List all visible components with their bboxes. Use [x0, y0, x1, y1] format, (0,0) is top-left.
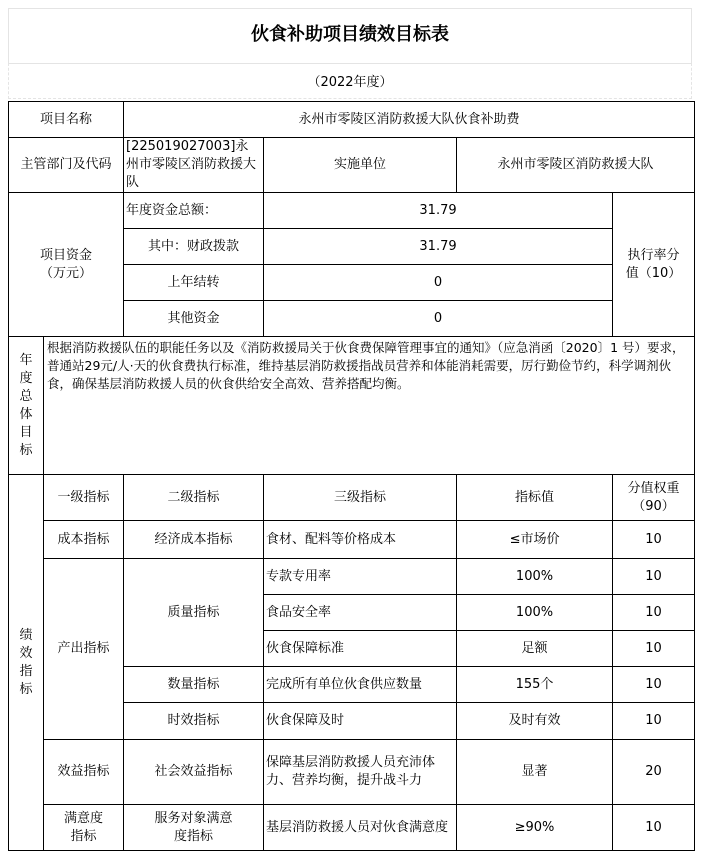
- benefit-weight: 20: [613, 740, 695, 805]
- header-value: 指标值: [457, 475, 613, 521]
- satisfaction-level1: [44, 805, 124, 851]
- project-name-value: 永州市零陵区消防救援大队伙食补助费: [124, 102, 695, 138]
- cost-level3: 食材、配料等价格成本: [264, 521, 457, 559]
- department-label: 主管部门及代码: [9, 138, 124, 193]
- header-weight-text: 分值权重（90）: [627, 480, 680, 514]
- timeliness-level3: 伙食保障及时: [264, 703, 457, 740]
- fund-fiscal-value: 31.79: [264, 229, 613, 265]
- project-funds-text: 项目资金（万元）: [39, 247, 92, 281]
- indicator-header-row: [9, 475, 695, 521]
- quality-level2: 质量指标: [124, 559, 264, 667]
- implementing-unit-label: 实施单位: [264, 138, 457, 193]
- project-funds-label: [9, 193, 124, 337]
- quantity-level3: 完成所有单位伙食供应数量: [264, 667, 457, 703]
- fund-other-value: 0: [264, 301, 613, 337]
- satisfaction-value: ≥90%: [457, 805, 613, 851]
- satisfaction-level2: [124, 805, 264, 851]
- department-row: [9, 138, 695, 193]
- quality-value: 100%: [457, 559, 613, 595]
- header-level1: 一级指标: [44, 475, 124, 521]
- implementing-unit-value: 永州市零陵区消防救援大队: [457, 138, 695, 193]
- timeliness-weight: 10: [613, 703, 695, 740]
- benefit-level3: 保障基层消防救援人员充沛体力、营养均衡，提升战斗力: [264, 740, 457, 805]
- fund-fiscal-label: 其中：财政拨款: [124, 229, 264, 265]
- benefit-value: 显著: [457, 740, 613, 805]
- quality-weight: 10: [613, 559, 695, 595]
- execution-rate-label: [613, 193, 695, 337]
- cost-weight: 10: [613, 521, 695, 559]
- cost-level1: 成本指标: [44, 521, 124, 559]
- header-weight: [613, 475, 695, 521]
- table-row: [9, 805, 695, 851]
- execution-rate-text: 执行率分值（10）: [625, 247, 682, 281]
- quality-level3: 食品安全率: [264, 595, 457, 631]
- table-row: [9, 559, 695, 595]
- timeliness-value: 及时有效: [457, 703, 613, 740]
- quantity-value: 155个: [457, 667, 613, 703]
- benefit-level1: 效益指标: [44, 740, 124, 805]
- fund-carryover-value: 0: [264, 265, 613, 301]
- quality-level3: 专款专用率: [264, 559, 457, 595]
- quality-value: 足额: [457, 631, 613, 667]
- quantity-level2: 数量指标: [124, 667, 264, 703]
- header-level2: 二级指标: [124, 475, 264, 521]
- cost-value: ≤市场价: [457, 521, 613, 559]
- table-row: [9, 740, 695, 805]
- satisfaction-weight: 10: [613, 805, 695, 851]
- quantity-weight: 10: [613, 667, 695, 703]
- cost-level2: 经济成本指标: [124, 521, 264, 559]
- page-title: 伙食补助项目绩效目标表: [251, 24, 449, 45]
- performance-table: [8, 101, 695, 851]
- project-name-row: [9, 102, 695, 138]
- quality-weight: 10: [613, 631, 695, 667]
- header-level3: 三级指标: [264, 475, 457, 521]
- annual-goal-label-text: 年度总体目标: [19, 352, 33, 458]
- satisfaction-level3: 基层消防救援人员对伙食满意度: [264, 805, 457, 851]
- satisfaction-level2-text: 服务对象满意度指标: [154, 810, 233, 844]
- fund-total-row: [9, 193, 695, 229]
- performance-indicators-text: 绩效指标: [19, 627, 33, 697]
- quality-weight: 10: [613, 595, 695, 631]
- timeliness-level2: 时效指标: [124, 703, 264, 740]
- satisfaction-level1-text: 满意度指标: [63, 810, 103, 844]
- table-row: [9, 521, 695, 559]
- year-label: （2022年度）: [307, 75, 393, 90]
- quality-value: 100%: [457, 595, 613, 631]
- department-value: [225019027003]永州市零陵区消防救援大队: [124, 138, 264, 193]
- fund-other-label: 其他资金: [124, 301, 264, 337]
- project-name-label: 项目名称: [9, 102, 124, 138]
- quality-level3: 伙食保障标准: [264, 631, 457, 667]
- benefit-level2: 社会效益指标: [124, 740, 264, 805]
- fund-carryover-label: 上年结转: [124, 265, 264, 301]
- fund-total-value: 31.79: [264, 193, 613, 229]
- output-level1: 产出指标: [44, 559, 124, 740]
- annual-goal-row: [9, 337, 695, 475]
- fund-total-label: 年度资金总额：: [124, 193, 264, 229]
- annual-goal-text: 根据消防救援队伍的职能任务以及《消防救援局关于伙食费保障管理事宜的通知》（应急消函〔2020〕1 号）要求，普通站29元/人·天的伙食费执行标准，维持基层消防救援指战员营养和体能消耗需要，厉行勤俭节约，科学调剂伙食，确保基层消防救援人员的伙食供给安全高效、营养搭配均衡。: [44, 337, 695, 475]
- performance-indicators-label: [9, 475, 44, 851]
- annual-goal-label: [9, 337, 44, 475]
